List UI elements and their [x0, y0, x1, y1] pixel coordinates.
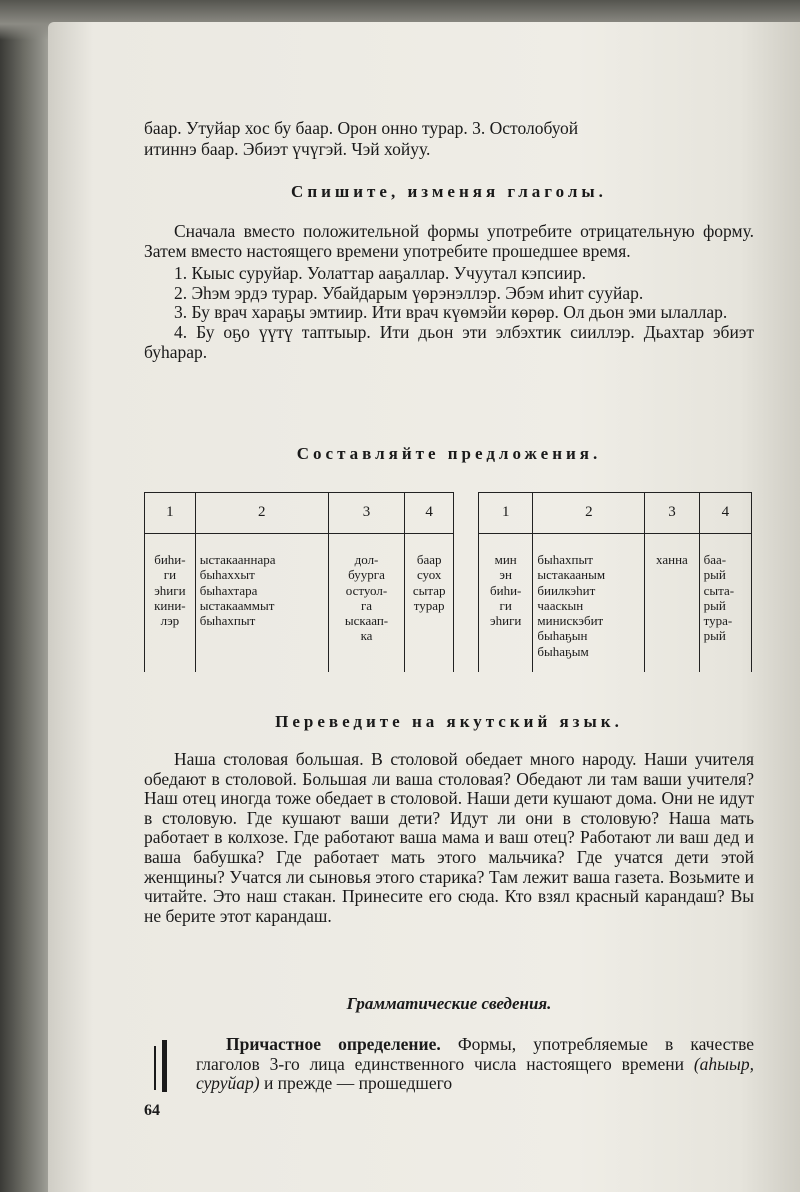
margin-bar-thick: [162, 1040, 167, 1092]
table-cell: ыстакааннара быһаххыт быһахтара ыстакааммыт быһахпыт: [195, 534, 328, 673]
table-cell: ханна: [645, 534, 699, 673]
rewrite-exercise: [144, 222, 754, 362]
table-row: [145, 534, 454, 673]
table-header-cell: 4: [405, 493, 454, 534]
grammar-examples: (аһыыр, суруйар): [196, 1053, 754, 1094]
table-header-cell: 3: [645, 493, 699, 534]
grammar-paragraph: [196, 1035, 754, 1094]
grammar-term: Причастное определение.: [226, 1034, 441, 1054]
table-cell: баа- рый сыта- рый тура- рый: [699, 534, 751, 673]
instruction-paragraph: Сначала вместо положительной формы употребите отрицательную форму. Затем вместо настоящего времени употребите прошедшее время.: [144, 221, 754, 261]
margin-bar-thin: [154, 1046, 156, 1090]
intro-line-2: итиннэ баар. Эбиэт үчүгэй. Чэй хойуу.: [144, 139, 431, 159]
compose-table-left: [144, 492, 454, 672]
section-heading-grammar: Грамматические сведения.: [346, 994, 552, 1013]
table-header-row: [145, 493, 454, 534]
section-heading-compose: Составляйте предложения.: [296, 444, 602, 463]
exercise-item: 1. Кыыс суруйар. Уолаттар ааҕаллар. Учуутал кэпсиир.: [174, 263, 586, 284]
book-page: [48, 22, 800, 1192]
table-header-cell: 2: [195, 493, 328, 534]
grammar-text-before: Формы, употребляемые в качестве глаголов 3-го лица единственного числа настоящего времени: [196, 1034, 754, 1074]
table-cell: баар суох сытар турар: [405, 534, 454, 673]
table-cell: дол- буурга остуол- га ыскаап- ка: [328, 534, 405, 673]
intro-line-1: баар. Утуйар хос бу баар. Орон онно турар. 3. Остолобуой: [144, 118, 579, 138]
table-row: [479, 534, 752, 673]
table-header-cell: 3: [328, 493, 405, 534]
table-header-row: [479, 493, 752, 534]
section-heading-translate: Переведите на якутский язык.: [275, 712, 623, 731]
table-header-cell: 1: [479, 493, 533, 534]
compose-table-right: [478, 492, 752, 672]
exercise-item: 2. Эһэм эрдэ турар. Убайдарым үөрэнэллэр. Эбэм иһит сууйар.: [174, 282, 644, 303]
page-number: 64: [144, 1102, 160, 1119]
table-header-cell: 1: [145, 493, 196, 534]
exercise-item: 3. Бу врач хараҕы эмтиир. Ити врач күөмэйи көрөр. Ол дьон эми ылаллар.: [174, 302, 728, 323]
table-cell: биһи- ги эһиги кини- лэр: [145, 534, 196, 673]
grammar-text-after: и прежде — прошедшего: [259, 1073, 453, 1094]
section-heading-rewrite: Спишите, изменяя глаголы.: [291, 182, 607, 201]
table-header-cell: 2: [533, 493, 645, 534]
exercise-item: 4. Бу оҕо үүтү таптыыр. Ити дьон эти элбэхтик сииллэр. Дьахтар эбиэт буһарар.: [144, 321, 754, 362]
table-header-cell: 4: [699, 493, 751, 534]
translation-paragraph: Наша столовая большая. В столовой обедает много народу. Наши учителя обедают в столовой. Большая ли ваша столовая? Обедают ли там ваши учителя? Наш отец иногда тоже обедает в столовой. Наши дети кушают дома. Они не идут в столовую. Где кушают ваши дети? Идут ли они в столовую? Наша мать работает в колхозе. Где работают ваша мама и ваш отец? Работают ли ваш дед и ваша бабушка? Где работает мать этого мальчика? Где учатся дети этой женщины? Учатся ли сыновья этого старика? Там лежит ваша газета. Возьмите и читайте. Это наш стакан. Принесите его сюда. Кто взял красный карандаш? Вы не берите этот карандаш.: [144, 749, 754, 926]
table-cell: мин эн биһи- ги эһиги: [479, 534, 533, 673]
table-cell: быһахпыт ыстакааным биилкэһит чааскын минискэбит быһаҕын быһаҕым: [533, 534, 645, 673]
